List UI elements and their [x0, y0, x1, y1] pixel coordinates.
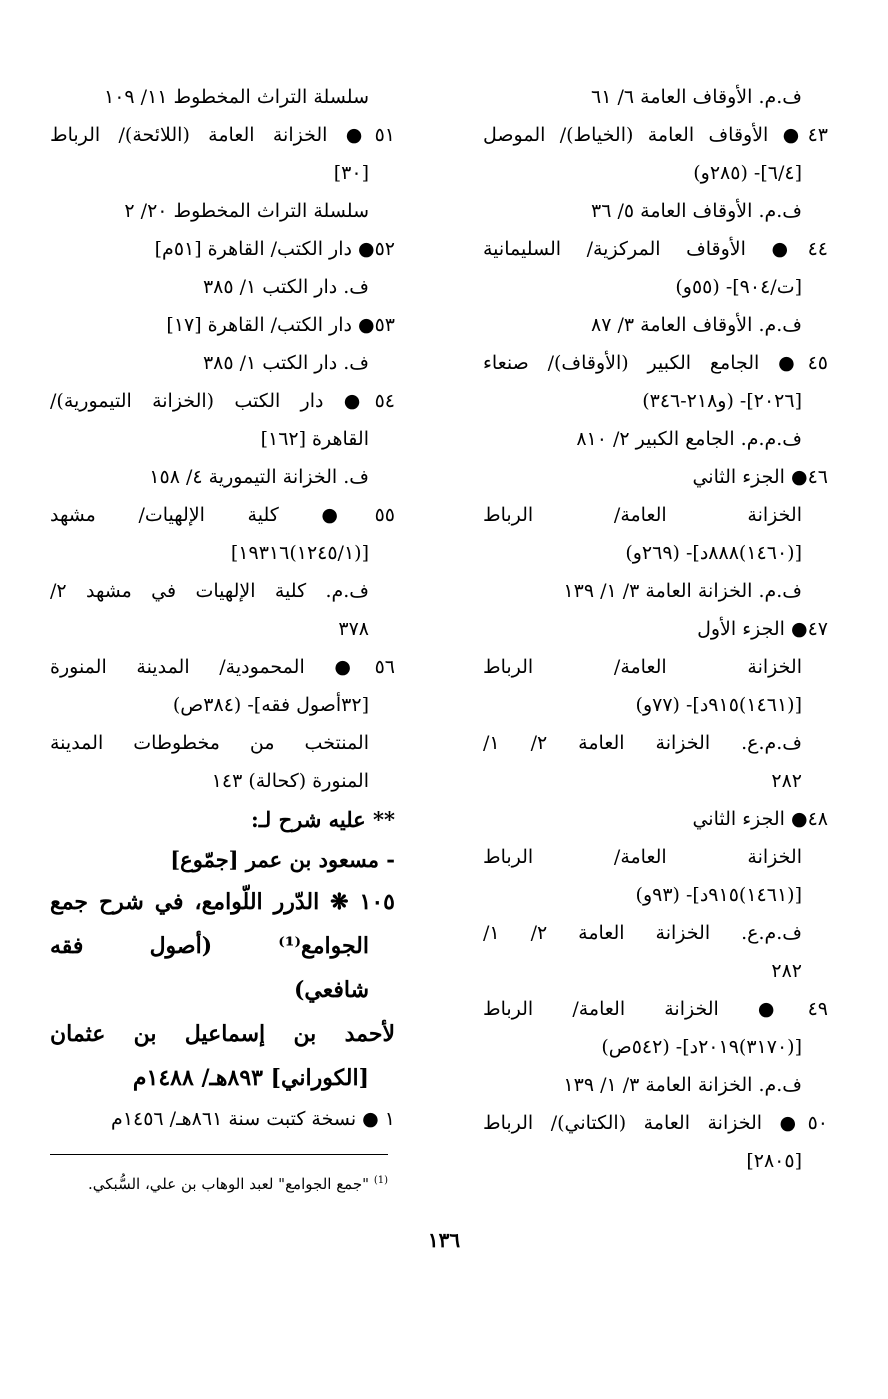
text-line: الخزانة العامة/ الرباط	[483, 846, 802, 868]
text-line: [(١٤٦١)٩١٥د]- (٩٣و)	[635, 884, 802, 906]
text-line: ٥٣● دار الكتب/ القاهرة [١٧]	[166, 314, 395, 336]
left-column	[50, 78, 395, 1138]
text-line: ٣٧٨	[338, 618, 369, 640]
text-line: ٤٤● الأوقاف المركزية/ السليمانية	[483, 238, 828, 260]
text-line: ٤٨● الجزء الثاني	[692, 808, 828, 830]
text-line: [٢٨٠٥]	[746, 1150, 802, 1172]
text-line: ٢٨٢	[771, 770, 802, 792]
footnote-separator	[50, 1154, 388, 1155]
text-line: ٥٢● دار الكتب/ القاهرة [٥١م]	[154, 238, 395, 260]
text-line: ف.م. الأوقاف العامة ٣/ ٨٧	[591, 314, 802, 336]
text-line: الجوامع⁽¹⁾ (أصول فقه	[50, 933, 369, 959]
text-line: [(١٢٤٥/١)١٩٣١٦]	[230, 542, 369, 564]
text-line: ف.م. كلية الإلهيات في مشهد ٢/	[50, 580, 369, 602]
text-line: الخزانة العامة/ الرباط	[483, 656, 802, 678]
text-line: ف. دار الكتب ١/ ٣٨٥	[202, 276, 369, 298]
text-line: ٥٤● دار الكتب (الخزانة التيمورية)/	[50, 390, 395, 412]
text-line: ف.م. الأوقاف العامة ٥/ ٣٦	[591, 200, 802, 222]
text-line: [(١٤٦١)٩١٥د]- (٧٧و)	[635, 694, 802, 716]
text-line: ف.م.ع. الخزانة العامة ٢/ ١/	[483, 732, 802, 754]
text-line: [الكوراني] ٨٩٣هـ/ ١٤٨٨م	[132, 1065, 369, 1091]
text-line: ٤٩● الخزانة العامة/ الرباط	[483, 998, 828, 1020]
text-line: ف.م.م. الجامع الكبير ٢/ ٨١٠	[576, 428, 802, 450]
text-line: ف. الخزانة التيمورية ٤/ ١٥٨	[149, 466, 369, 488]
text-line: المنورة (كحالة) ١٤٣	[211, 770, 369, 792]
text-line: ** عليه شرح لـ:	[250, 807, 395, 832]
text-line: [(١٤٦٠)٨٨٨د]- (٢٦٩و)	[625, 542, 802, 564]
text-line: ف.م. الخزانة العامة ٣/ ١/ ١٣٩	[563, 580, 802, 602]
text-line: [ت/٩٠٤]- (٥٥و)	[675, 276, 802, 298]
text-line: ف.م. الأوقاف العامة ٦/ ٦١	[591, 86, 802, 108]
text-line: - مسعود بن عمر [جمّوع]	[170, 847, 395, 872]
text-line: ٤٦● الجزء الثاني	[692, 466, 828, 488]
text-line: ٤٣● الأوقاف العامة (الخياط)/ الموصل	[483, 124, 828, 146]
text-line: سلسلة التراث المخطوط ١١/ ١٠٩	[104, 86, 369, 108]
footnote-text: "جمع الجوامع" لعبد الوهاب بن علي، السُّبكي.	[87, 1175, 370, 1193]
text-line: ف. دار الكتب ١/ ٣٨٥	[202, 352, 369, 374]
page-number: ١٣٦	[427, 1228, 461, 1252]
text-line: ٥١● الخزانة العامة (اللائحة)/ الرباط	[50, 124, 395, 146]
text-line: [٣٢أصول فقه]- (٣٨٤ص)	[172, 694, 369, 716]
text-line: ٥٥● كلية الإلهيات/ مشهد	[50, 504, 395, 526]
footnote-marker: (1)	[373, 1175, 388, 1186]
text-line: ٢٨٢	[771, 960, 802, 982]
text-line: ٥٦● المحمودية/ المدينة المنورة	[50, 656, 395, 678]
text-line: ١ ● نسخة كتبت سنة ٨٦١هـ/ ١٤٥٦م	[111, 1108, 395, 1130]
text-line: [٣٠]	[333, 162, 369, 184]
text-line: القاهرة [١٦٢]	[260, 428, 369, 450]
right-column	[483, 78, 828, 1180]
footnote	[48, 1170, 388, 1195]
text-line: ٤٥● الجامع الكبير (الأوقاف)/ صنعاء	[483, 352, 828, 374]
text-line: [٢٠٢٦]- (و٢١٨-٣٤٦)	[642, 390, 802, 412]
text-line: الخزانة العامة/ الرباط	[483, 504, 802, 526]
text-line: [(٣١٧٠)٢٠١٩د]- (٥٤٢ص)	[601, 1036, 802, 1058]
text-line: المنتخب من مخطوطات المدينة	[50, 732, 369, 754]
text-line: لأحمد بن إسماعيل بن عثمان	[50, 1021, 395, 1047]
text-line: [٦/٤]- (٢٨٥و)	[693, 162, 802, 184]
text-line: ١٠٥ ❋ الدّرر اللّوامع، في شرح جمع	[50, 889, 395, 915]
text-line: سلسلة التراث المخطوط ٢٠/ ٢	[124, 200, 369, 222]
text-line: ف.م.ع. الخزانة العامة ٢/ ١/	[483, 922, 802, 944]
text-line: ٥٠● الخزانة العامة (الكتاني)/ الرباط	[483, 1112, 828, 1134]
text-line: شافعي)	[293, 977, 369, 1003]
text-line: ف.م. الخزانة العامة ٣/ ١/ ١٣٩	[563, 1074, 802, 1096]
text-line: ٤٧● الجزء الأول	[697, 618, 828, 640]
